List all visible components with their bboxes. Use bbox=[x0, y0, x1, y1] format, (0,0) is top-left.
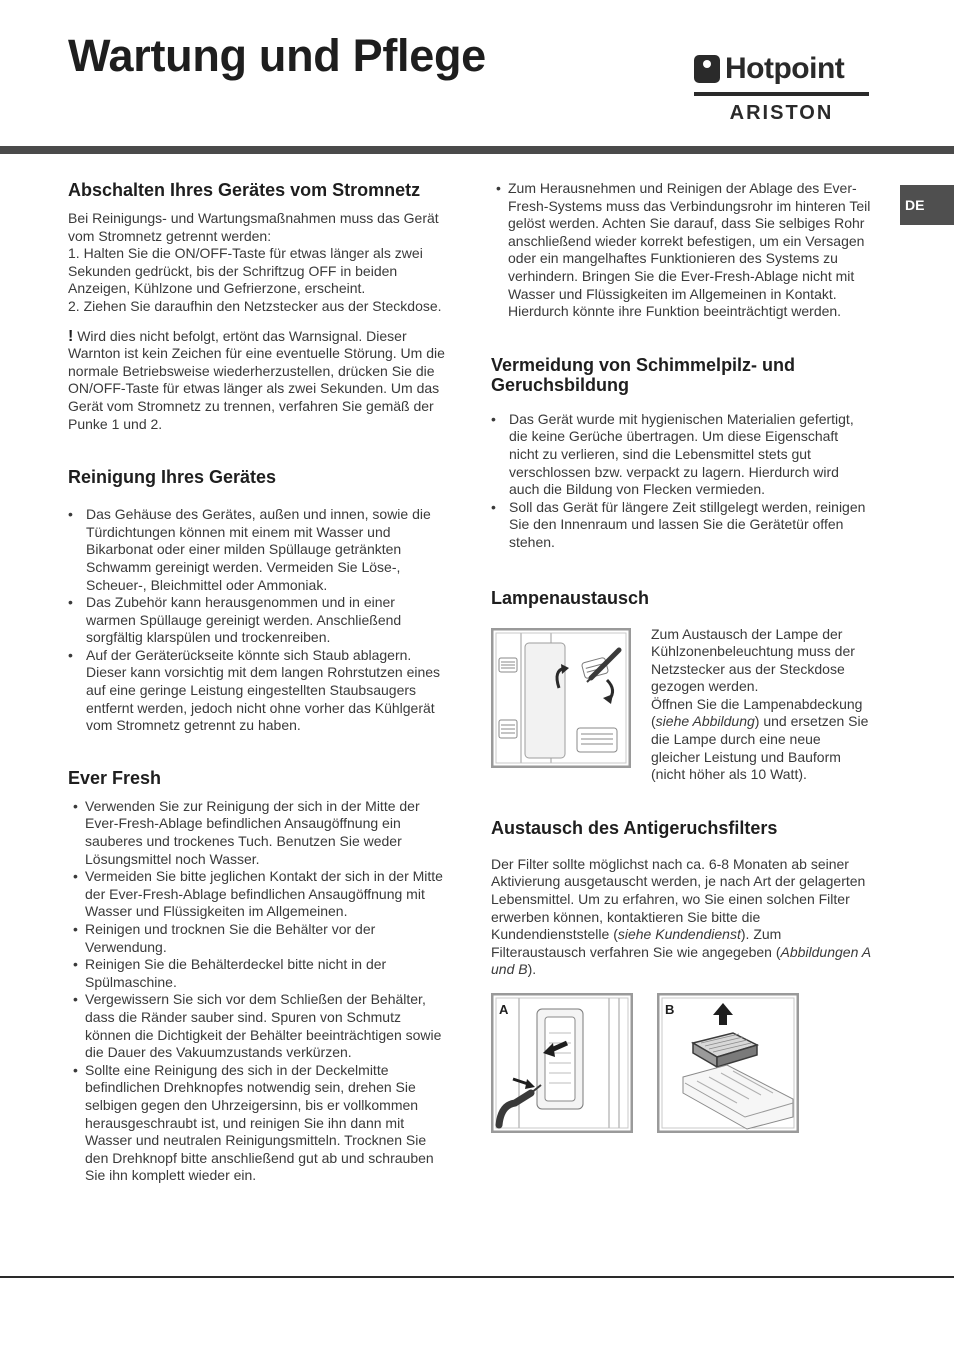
logo-divider bbox=[694, 92, 869, 96]
lamp-content bbox=[491, 626, 871, 784]
figure-a-label: A bbox=[499, 1002, 509, 1017]
lamp-text-2: Öffnen Sie die Lampenabdeckung (siehe Abbildung) und ersetzen Sie die Lampe durch eine neue gleicher Leistung und Bauform (nicht höher als 10 Watt). bbox=[651, 695, 869, 783]
disconnect-step-2: 2. Ziehen Sie daraufhin den Netzstecker aus der Steckdose. bbox=[68, 297, 442, 314]
figure-a bbox=[491, 993, 633, 1133]
disconnect-step-1: 1. Halten Sie die ON/OFF-Taste für etwas länger als zwei Sekunden gedrückt, bis der Schriftzug OFF in beiden Anzeigen, Kühlzone und Gefrierzone, erscheint. bbox=[68, 245, 423, 297]
filter-insert-illustration bbox=[657, 993, 799, 1133]
section-heading-ever-fresh: Ever Fresh bbox=[68, 767, 162, 788]
warning-icon: ! bbox=[68, 327, 74, 345]
section-heading-filter: Austausch des Antigeruchsfilters bbox=[491, 817, 778, 838]
filter-figures bbox=[491, 993, 871, 1133]
section-mould bbox=[491, 355, 871, 552]
filter-removal-illustration bbox=[491, 993, 633, 1133]
list-item: • Auf der Geräterückseite könnte sich Staub ablagern. Dieser kann vorsichtig mit dem langen Rohrstutzen eines auf eine geringe Leistung eingestellten Staubsaugers entfernt werden, jedoch nicht ohne vorher das Kühlgerät vom Stromnetz getrennt zu haben. bbox=[68, 647, 448, 735]
ever-fresh-continued-list bbox=[491, 180, 871, 321]
hotpoint-logo-icon bbox=[694, 55, 720, 83]
list-item: • Zum Herausnehmen und Reinigen der Ablage des Ever-Fresh-Systems muss das Verbindungsrohr im hinteren Teil gelöst werden. Achten Sie darauf, dass Sie selbiges Rohr anschließend wieder korrekt befestigen, um ein Versagen oder ein mangelhaftes Funktionieren des Systems zu verhindern. Bringen Sie die Ever-Fresh-Ablage nicht mit Wasser und Flüssigkeiten im Allgemeinen in Kontakt. Hierdurch könnte ihre Funktion beeinträchtigt werden. bbox=[496, 180, 871, 320]
section-lamp bbox=[491, 588, 871, 784]
page-title: Wartung und Pflege bbox=[68, 30, 486, 81]
right-column bbox=[491, 180, 871, 1133]
list-item: • Reinigen Sie die Behälterdeckel bitte nicht in der Spülmaschine. bbox=[73, 956, 387, 990]
warning-text: Wird dies nicht befolgt, ertönt das Warnsignal. Dieser Warnton ist kein Zeichen für eine eventuelle Störung. Um die normale Betriebsweise wiederherzustellen, drücken Sie die ON/OFF-Taste für etwas länger als zwei Sekunden. Um das Gerät vom Stromnetz zu trennen, verfahren Sie gemäß der Punke 1 und 2. bbox=[68, 327, 445, 432]
figure-b bbox=[657, 993, 799, 1133]
section-filter bbox=[491, 818, 871, 1133]
mould-list bbox=[491, 411, 871, 552]
list-item: • Das Gerät wurde mit hygienischen Materialien gefertigt, die keine Gerüche übertragen. Um diese Eigenschaft nicht zu verlieren, sind die Lebensmittel stets gut verschlossen bzw. verpackt zu lagern. Hierdurch wird auch die Bildung von Flecken vermieden. bbox=[491, 411, 871, 499]
lamp-replacement-illustration bbox=[491, 628, 631, 768]
filter-text: Der Filter sollte möglichst nach ca. 6-8 Monaten ab seiner Aktivierung ausgetauscht werden, je nach Art der gelagerten Lebensmittel. Um zu erfahren, wo Sie einen solchen Filter erwerben können, kontaktieren Sie bitte die Kundendienststelle (siehe Kundendienst). Zum Filteraustausch verfahren Sie wie angegeben (Abbildungen A und B). bbox=[491, 855, 871, 978]
language-tab: DE bbox=[900, 185, 954, 225]
footer-divider bbox=[0, 1276, 954, 1278]
section-cleaning bbox=[68, 467, 448, 735]
disconnect-warning bbox=[68, 328, 448, 434]
section-ever-fresh bbox=[68, 768, 448, 1185]
list-item: • Vergewissern Sie sich vor dem Schließen der Behälter, dass die Ränder sauber sind. Spuren von Schmutz können die Dichtigkeit der Behälter beeinträchtigen sowie die Dauer des Vakuumzustands verkürzen. bbox=[73, 991, 442, 1061]
list-item: • Soll das Gerät für längere Zeit stillgelegt werden, reinigen Sie den Innenraum und lassen Sie die Gerätetür offen stehen. bbox=[491, 499, 871, 552]
list-item: • Das Gehäuse des Gerätes, außen und innen, sowie die Türdichtungen können mit einem mit Wasser und Bikarbonat oder einer milden Spüllauge getränkten Schwamm gereinigt werden. Vermeiden Sie Löse-, Scheuer-, Bleichmittel oder Ammoniak. bbox=[68, 506, 448, 594]
figure-b-label: B bbox=[665, 1002, 675, 1017]
cleaning-list bbox=[68, 506, 448, 735]
brand-logo bbox=[694, 50, 869, 130]
header-divider bbox=[0, 146, 954, 154]
list-item: • Verwenden Sie zur Reinigung der sich in der Mitte der Ever-Fresh-Ablage befindlichen Ansaugöffnung ein sauberes und trockenes Tuch. Benutzen Sie weder Lösungsmittel noch Wasser. bbox=[73, 797, 420, 867]
section-heading-mould: Vermeidung von Schimmelpilz- und Geruchsbildung bbox=[491, 354, 796, 395]
disconnect-intro: Bei Reinigungs- und Wartungsmaßnahmen muss das Gerät vom Stromnetz getrennt werden: bbox=[68, 210, 439, 244]
list-item: • Reinigen und trocknen Sie die Behälter vor der Verwendung. bbox=[73, 921, 376, 955]
logo-brand-text: Hotpoint bbox=[725, 52, 845, 85]
left-column bbox=[68, 180, 448, 1185]
list-item: • Vermeiden Sie bitte jeglichen Kontakt der sich in der Mitte der Ever-Fresh-Ablage befindlichen Ansaugöffnung mit Wasser und Flüssigkeiten im Allgemeinen. bbox=[73, 868, 443, 920]
ever-fresh-list bbox=[68, 798, 448, 1185]
lamp-text-1: Zum Austausch der Lampe der Kühlzonenbeleuchtung muss der Netzstecker aus der Steckdose gezogen werden. bbox=[651, 625, 855, 695]
list-item: • Das Zubehör kann herausgenommen und in einer warmen Spüllauge gereinigt werden. Anschließend sorgfältig klarspülen und trockenreiben. bbox=[68, 594, 448, 647]
section-disconnect bbox=[68, 180, 448, 433]
list-item: • Sollte eine Reinigung des sich in der Deckelmitte befindlichen Drehknopfes notwendig sein, drehen Sie selbigen gegen den Uhrzeigersinn, bis er vollkommen herausgeschraubt ist, und reinigen Sie ihn dann mit Wasser und neutralen Reinigungsmitteln. Trocknen Sie den Drehknopf bitte anschließend gut ab und schrauben Sie ihn komplett wieder ein. bbox=[73, 1061, 434, 1184]
section-heading-disconnect: Abschalten Ihres Gerätes vom Stromnetz bbox=[68, 180, 421, 200]
section-heading-cleaning: Reinigung Ihres Gerätes bbox=[68, 467, 277, 488]
lamp-instructions bbox=[651, 626, 871, 784]
section-heading-lamp: Lampenaustausch bbox=[491, 587, 650, 608]
logo-sub-text: ARISTON bbox=[729, 102, 834, 124]
